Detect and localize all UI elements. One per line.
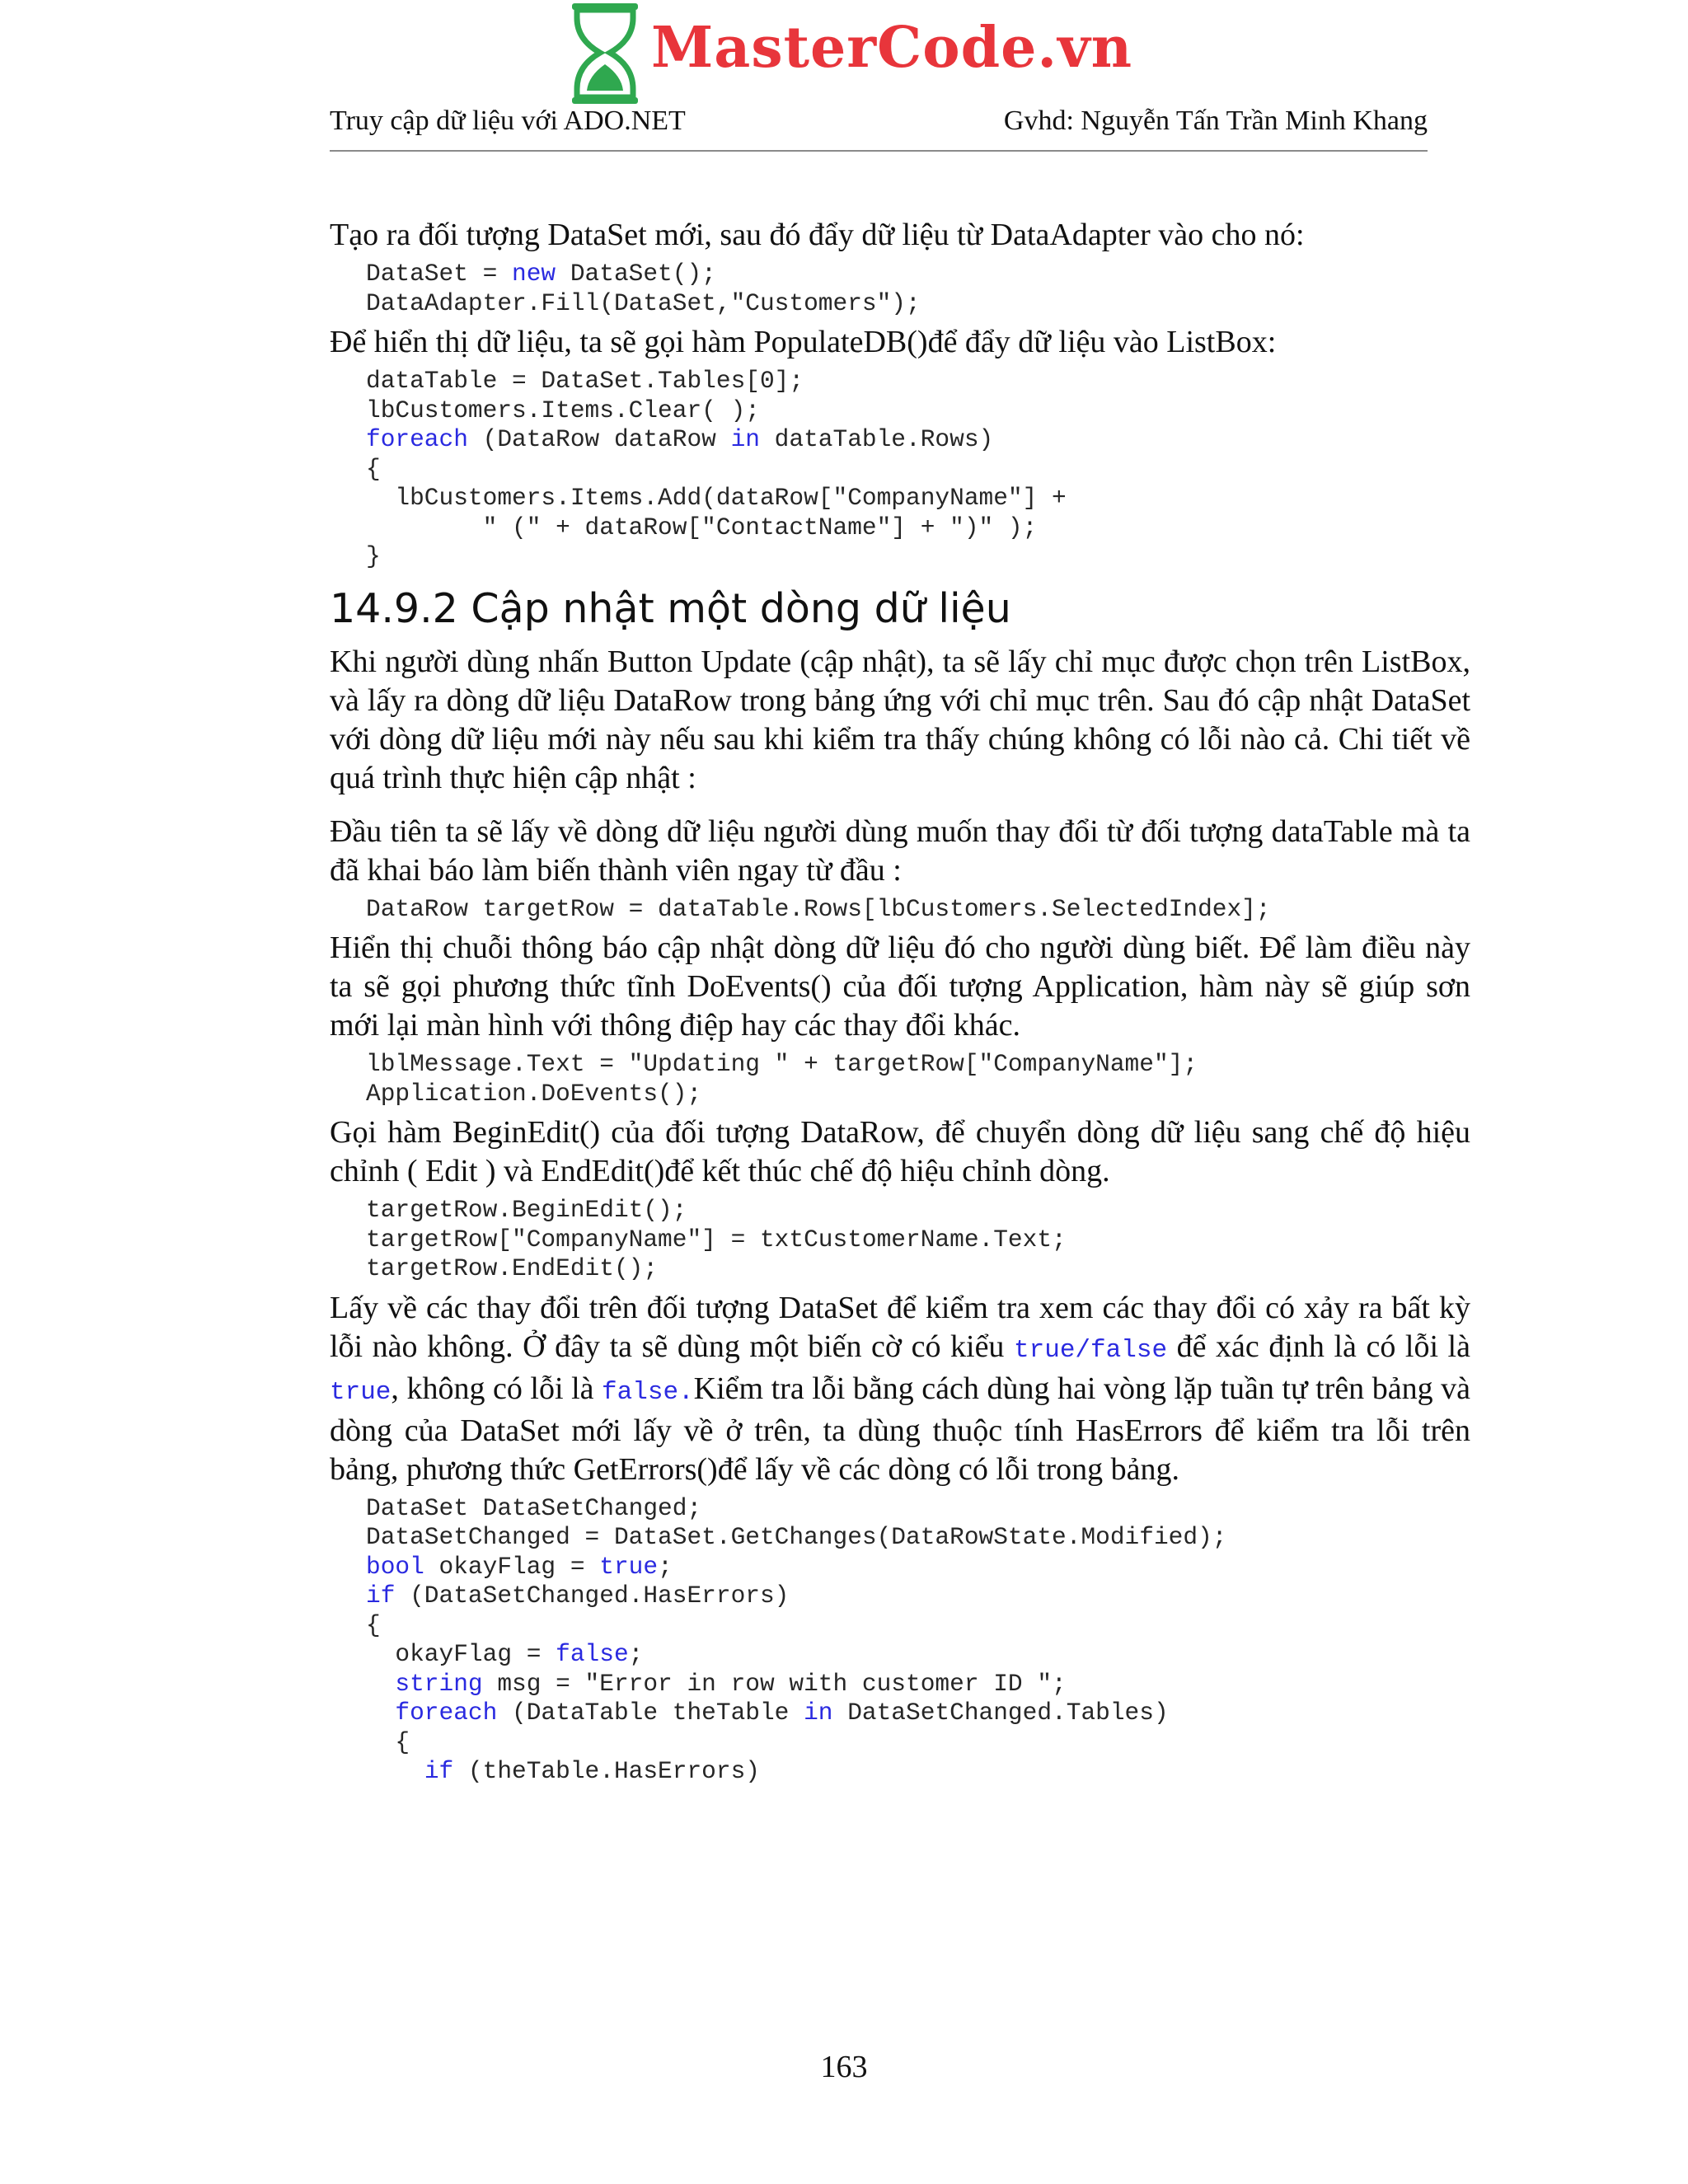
paragraph-dataset: Tạo ra đối tượng DataSet mới, sau đó đẩy dữ liệu từ DataAdapter vào cho nó: <box>330 218 1305 252</box>
paragraph-beginedit: Gọi hàm BeginEdit() của đối tượng DataRow, để chuyển dòng dữ liệu sang chế độ hiệu chỉnh ( Edit ) và EndEdit()để kết thúc chế độ hiệu chỉnh dòng. <box>330 1115 1470 1188</box>
page-number: 163 <box>820 2050 868 2084</box>
code-block-populate: dataTable = DataSet.Tables[0]; lbCustomers.Items.Clear( ); foreach (DataRow dataRow in dataTable.Rows) { lbCustomers.Items.Add(dataRow["CompanyName"] + " (" + dataRow["ContactName"] + ")" ); } <box>366 367 1067 570</box>
code-block-haserrors: DataSet DataSetChanged; DataSetChanged = DataSet.GetChanges(DataRowState.Modified); bool okayFlag = true; if (DataSetChanged.HasErrors) { okayFlag = false; string msg = "Error in row with customer ID "; foreach (DataTable theTable in DataSetChanged.Tables) { if (theTable.HasErrors) <box>366 1493 1227 1785</box>
paragraph-get-row: Đầu tiên ta sẽ lấy về dòng dữ liệu người dùng muốn thay đổi từ đối tượng dataTable mà ta đã khai báo làm biến thành viên ngay từ đầu : <box>330 813 1470 888</box>
paragraph-doevents: Hiển thị chuỗi thông báo cập nhật dòng dữ liệu đó cho người dùng biết. Để làm điều này ta sẽ gọi phương thức tĩnh DoEvents() của đối tượng Application, hàm này sẽ giúp sơn mới lại màn hình với thông điệp hay các thay đổi khác. <box>330 930 1470 1043</box>
code-block-target-row: DataRow targetRow = dataTable.Rows[lbCustomers.SelectedIndex]; <box>366 894 1271 923</box>
header-divider <box>330 150 1428 152</box>
paragraph-populate: Để hiển thị dữ liệu, ta sẽ gọi hàm PopulateDB()để đẩy dữ liệu vào ListBox: <box>330 325 1277 359</box>
page-content <box>330 216 1470 1792</box>
logo-text: MasterCode.vn <box>651 15 1133 81</box>
hourglass-icon <box>565 0 648 107</box>
header-left: Truy cập dữ liệu với ADO.NET <box>330 105 686 136</box>
code-block-edit: targetRow.BeginEdit(); targetRow["CompanyName"] = txtCustomerName.Text; targetRow.EndEdit(); <box>366 1196 1067 1282</box>
header-right: Gvhd: Nguyễn Tấn Trần Minh Khang <box>1003 105 1428 136</box>
paragraph-errors: Lấy về các thay đổi trên đối tượng DataSet để kiểm tra xem các thay đổi có xảy ra bất kỳ lỗi nào không. Ở đây ta sẽ dùng một biến cờ có kiểu true/false để xác định là có lỗi là true, không có lỗi là false.Kiểm tra lỗi bằng cách dùng hai vòng lặp tuần tự trên bảng và dòng của DataSet mới lấy về ở trên, ta dùng thuộc tính HasErrors để kiểm tra lỗi trên bảng, phương thức GetErrors()để lấy về các dòng có lỗi trong bảng. <box>330 1290 1470 1487</box>
code-block-message: lblMessage.Text = "Updating " + targetRow["CompanyName"]; Application.DoEvents(); <box>366 1050 1198 1108</box>
section-heading: 14.9.2 Cập nhật một dòng dữ liệu <box>330 584 1011 632</box>
site-logo <box>565 0 1142 107</box>
code-block-fill: DataSet = new DataSet(); DataAdapter.Fill(DataSet,"Customers"); <box>366 260 921 317</box>
paragraph-update-intro: Khi người dùng nhấn Button Update (cập nhật), ta sẽ lấy chỉ mục được chọn trên ListBox, và lấy ra dòng dữ liệu DataRow trong bảng ứng với chỉ mục trên. Sau đó cập nhật DataSet với dòng dữ liệu mới này nếu sau khi kiểm tra thấy chúng không có lỗi nào cả. Chi tiết về quá trình thực hiện cập nhật : <box>330 644 1470 795</box>
